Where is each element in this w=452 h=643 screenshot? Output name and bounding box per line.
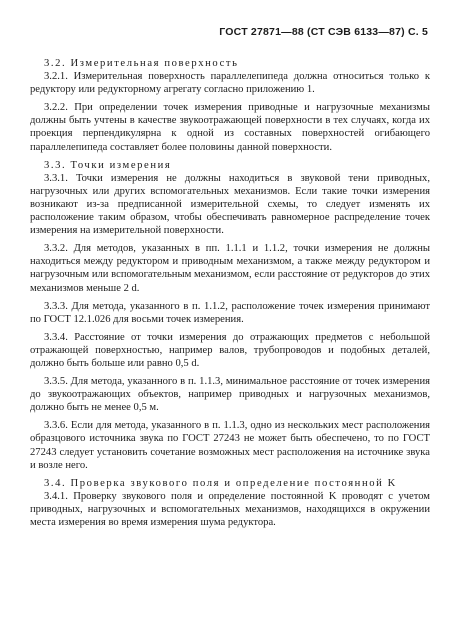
section-heading: 3.4. Проверка звукового поля и определение постоянной K <box>44 477 397 489</box>
document-body <box>30 57 430 529</box>
paragraph: 3.3.1. Точки измерения не должны находиться в звуковой тени приводных, нагрузочных или других вспомогательных механизмов. Если такие точки измерения возникают из-за предписанной измерительной схемы, то следует изменять их расположение таким образом, чтобы обеспечивать равномерное распределение точек измерения на измерительной поверхности. <box>30 172 430 237</box>
paragraph: 3.4.1. Проверку звукового поля и определение постоянной K проводят с учетом приводных, нагрузочных и вспомогательных механизмов, находящихся в окружении места измерения во время измерения шума редуктора. <box>30 490 430 528</box>
paragraph: 3.3.6. Если для метода, указанного в п. 1.1.3, одно из нескольких мест расположения образцового источника звука по ГОСТ 27243 не может быть обеспечено, то по ГОСТ 27243 следует установить сочетание возможных мест расположения на источнике звука и возле него. <box>30 420 430 471</box>
section-heading: 3.3. Точки измерения <box>44 159 172 171</box>
paragraph: 3.2.1. Измерительная поверхность параллелепипеда должна относиться только к редуктору или редукторному агрегату согласно приложению 1. <box>30 71 430 96</box>
page-header: ГОСТ 27871—88 (СТ СЭВ 6133—87) С. 5 <box>219 26 428 38</box>
section-heading: 3.2. Измерительная поверхность <box>44 58 239 69</box>
paragraph: 3.3.5. Для метода, указанного в п. 1.1.3, минимальное расстояние от точек измерения до звукоотражающих объектов, например приводных и нагрузочных механизмов, должно быть не менее 0,5 м. <box>30 376 430 414</box>
paragraph: 3.3.4. Расстояние от точки измерения до отражающих предметов с небольшой отражающей поверхностью, например валов, трубопроводов и подобных деталей, должно быть больше или равно 0,5 d. <box>30 331 430 369</box>
paragraph: 3.3.3. Для метода, указанного в п. 1.1.2, расположение точек измерения принимают по ГОСТ 12.1.026 для восьми точек измерения. <box>30 300 430 325</box>
paragraph: 3.3.2. Для методов, указанных в пп. 1.1.1 и 1.1.2, точки измерения не должны находиться между редуктором и приводным механизмом, а также между редуктором и нагрузочным или вспомогательным механизмом, если расстояние от редукторов до этих механизмов меньше 2 d. <box>30 243 430 294</box>
paragraph: 3.2.2. При определении точек измерения приводные и нагрузочные механизмы должны быть учтены в качестве звукоотражающей поверхности в тех случаях, когда их проекция перпендикулярна к одной из составных поверхностей огибающего параллелепипеда составляет более половины данной поверхности. <box>30 102 430 153</box>
